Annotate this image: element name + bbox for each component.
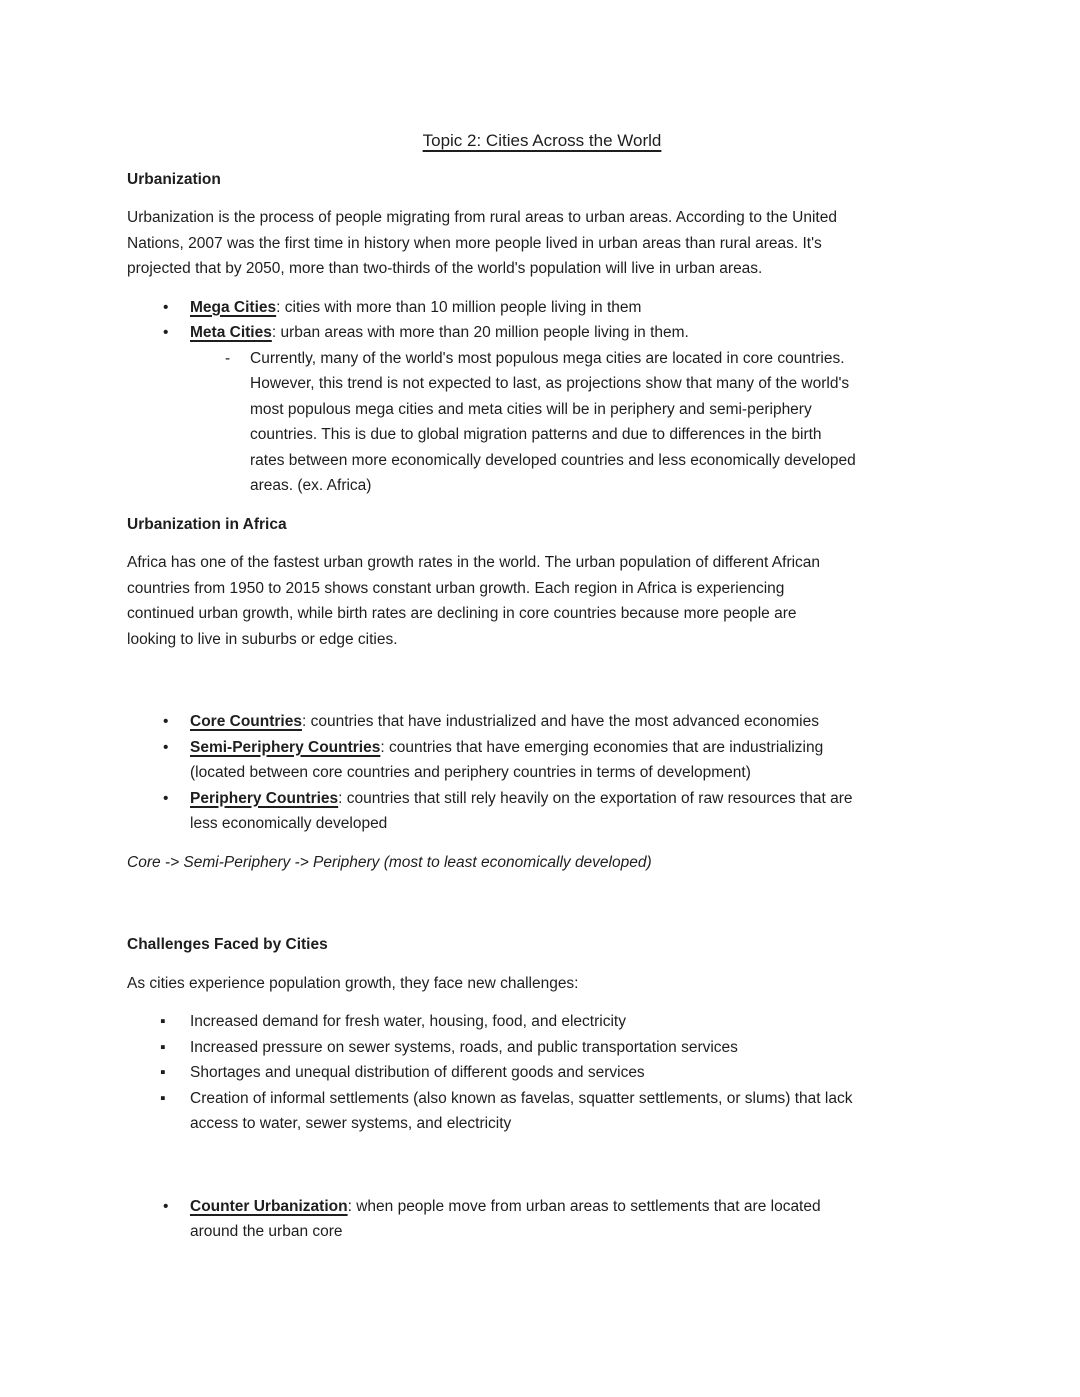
term-core-countries: Core Countries	[190, 713, 302, 730]
text-line: around the urban core	[190, 1223, 343, 1240]
text-line: looking to live in suburbs or edge cities.	[127, 630, 398, 648]
list-item-counter-urbanization	[127, 1194, 957, 1245]
list-item-text	[190, 709, 957, 735]
country-types-bullet-list	[127, 709, 957, 837]
list-subitem-text	[250, 346, 957, 499]
text-line: less economically developed	[190, 815, 388, 832]
term-periphery-countries: Periphery Countries	[190, 789, 339, 807]
list-item-challenge	[127, 1035, 957, 1061]
list-item-text	[190, 1194, 957, 1245]
list-item-semi-periphery-countries	[127, 735, 957, 786]
square-bullet-icon: ▪	[160, 1013, 166, 1030]
square-bullet-icon: ▪	[160, 1089, 166, 1107]
list-item-text	[190, 320, 957, 346]
text-line: projected that by 2050, more than two-thirds of the world's population will live in urban areas.	[127, 260, 763, 277]
text-line: most populous mega cities and meta cities will be in periphery and semi-periphery	[250, 400, 812, 418]
list-item-periphery-countries	[127, 786, 957, 837]
definition-text: : countries that still rely heavily on the exportation of raw resources that are	[338, 789, 853, 807]
text-line: access to water, sewer systems, and electricity	[190, 1115, 512, 1132]
term-meta-cities: Meta Cities	[190, 324, 272, 341]
challenges-intro: As cities experience population growth, they face new challenges:	[127, 974, 579, 992]
text-line: Africa has one of the fastest urban growth rates in the world. The urban population of different African	[127, 554, 821, 571]
list-item-mega-cities	[127, 295, 957, 321]
list-item-challenge	[127, 1009, 957, 1035]
square-bullet-icon: ▪	[160, 1038, 166, 1056]
text-line: countries from 1950 to 2015 shows constant urban growth. Each region in Africa is experiencing	[127, 579, 785, 597]
text-line: Urbanization is the process of people migrating from rural areas to urban areas. According to the United	[127, 209, 837, 226]
urbanization-bullet-list	[127, 295, 957, 499]
bullet-icon: •	[163, 324, 169, 341]
africa-intro	[127, 550, 957, 652]
list-item-text: Shortages and unequal distribution of different goods and services	[190, 1064, 645, 1081]
text-line: rates between more economically developed countries and less economically developed	[250, 451, 856, 469]
definition-text: : cities with more than 10 million people living in them	[276, 298, 642, 316]
text-line	[190, 1194, 957, 1220]
text-line: However, this trend is not expected to last, as projections show that many of the world's	[250, 375, 850, 392]
term-mega-cities: Mega Cities	[190, 298, 277, 316]
text-line: continued urban growth, while birth rates are declining in core countries because more people are	[127, 605, 797, 622]
list-subitem-meta-note	[127, 346, 957, 499]
list-item-meta-cities	[127, 320, 957, 346]
definition-text: : countries that have emerging economies that are industrializing	[380, 738, 824, 756]
urbanization-intro	[127, 205, 957, 282]
text-line: countries. This is due to global migration patterns and due to differences in the birth	[250, 426, 822, 443]
list-item-challenge	[127, 1086, 957, 1137]
text-line: areas. (ex. Africa)	[250, 477, 372, 494]
heading-urbanization: Urbanization	[127, 170, 221, 188]
heading-challenges-faced-by-cities: Challenges Faced by Cities	[127, 936, 328, 953]
development-order-note: Core -> Semi-Periphery -> Periphery (most to least economically developed)	[127, 853, 652, 871]
text-line: Currently, many of the world's most populous mega cities are located in core countries.	[250, 349, 845, 367]
bullet-icon: •	[163, 1197, 169, 1215]
text-line: (located between core countries and periphery countries in terms of development)	[190, 764, 751, 781]
list-item-text	[190, 735, 957, 786]
page-title-text: Topic 2: Cities Across the World	[422, 131, 662, 150]
list-item-challenge	[127, 1060, 957, 1086]
definition-text: : when people move from urban areas to settlements that are located	[347, 1197, 821, 1215]
challenges-bullet-list	[127, 1009, 957, 1137]
dash-icon: -	[225, 349, 231, 367]
bullet-icon: •	[163, 789, 169, 807]
definition-text: : urban areas with more than 20 million people living in them.	[271, 324, 689, 341]
bullet-icon: •	[163, 713, 169, 730]
blank-line	[127, 1150, 957, 1194]
counter-urbanization-list	[127, 1194, 957, 1245]
square-bullet-icon: ▪	[160, 1064, 166, 1081]
heading-urbanization-in-africa: Urbanization in Africa	[127, 515, 287, 533]
list-item-text	[190, 1086, 957, 1137]
bullet-icon: •	[163, 738, 169, 756]
text-line	[190, 786, 957, 812]
blank-line	[127, 888, 957, 932]
text-line: Nations, 2007 was the first time in history when more people lived in urban areas than rural areas. It's	[127, 234, 822, 252]
list-item-text	[190, 295, 957, 321]
page-title	[127, 128, 957, 154]
term-semi-periphery-countries: Semi-Periphery Countries	[190, 738, 381, 756]
list-item-text: Increased pressure on sewer systems, roads, and public transportation services	[190, 1038, 738, 1056]
list-item-text: Increased demand for fresh water, housing, food, and electricity	[190, 1013, 626, 1030]
term-counter-urbanization: Counter Urbanization	[190, 1197, 348, 1215]
list-item-text	[190, 786, 957, 837]
text-line	[190, 735, 957, 761]
definition-text: : countries that have industrialized and have the most advanced economies	[301, 713, 819, 730]
blank-line	[127, 665, 957, 709]
bullet-icon: •	[163, 298, 169, 316]
list-item-core-countries	[127, 709, 957, 735]
text-line: Creation of informal settlements (also known as favelas, squatter settlements, or slums) that lack	[190, 1089, 853, 1107]
